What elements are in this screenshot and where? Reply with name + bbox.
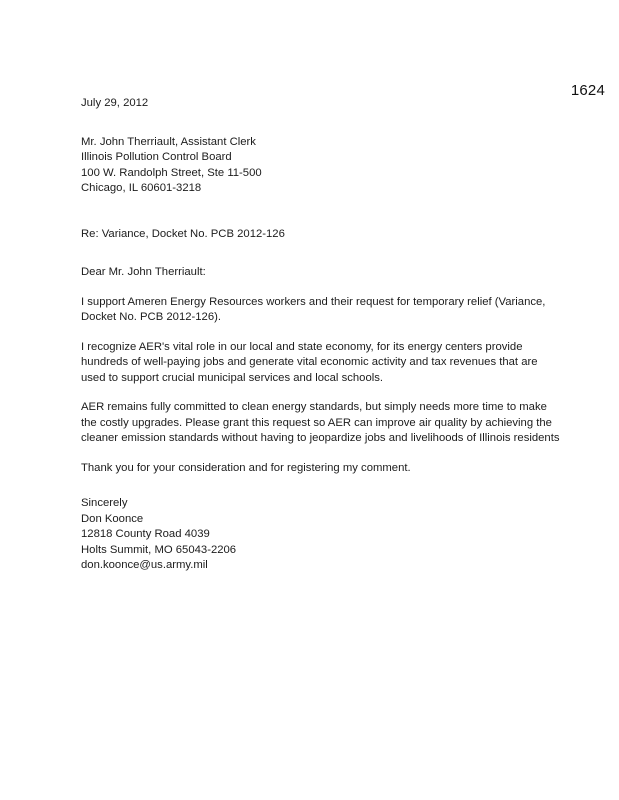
signature-street: 12818 County Road 4039 (81, 528, 210, 540)
salutation: Dear Mr. John Therriault: (81, 266, 206, 278)
paragraph-line: Thank you for your consideration and for registering my comment. (81, 461, 411, 474)
signature-name: Don Koonce (81, 512, 144, 525)
paragraph-line: AER remains fully committed to clean energy standards, but simply needs more time to make (81, 401, 547, 413)
recipient-line: Mr. John Therriault, Assistant Clerk (81, 135, 256, 148)
paragraph-line: I support Ameren Energy Resources workers and their request for temporary relief (Variance, (81, 295, 546, 308)
paragraph-line: I recognize AER's vital role in our local and state economy, for its energy centers provide (81, 340, 523, 353)
paragraph-line: Docket No. PCB 2012-126). (81, 311, 222, 323)
paragraph-line: cleaner emission standards without having to jeopardize jobs and livelihoods of Illinois residents (81, 432, 560, 444)
signature-city: Holts Summit, MO 65043-2206 (81, 543, 237, 556)
recipient-line: 100 W. Randolph Street, Ste 11-500 (81, 166, 262, 179)
page-number: 1624 (570, 82, 605, 99)
paragraph-line: used to support crucial municipal services and local schools. (81, 371, 384, 384)
paragraph (81, 295, 581, 326)
closing: Sincerely (81, 497, 128, 509)
signature-email: don.koonce@us.army.mil (81, 559, 208, 571)
recipient-line: Chicago, IL 60601-3218 (81, 182, 202, 194)
paragraph-line: hundreds of well-paying jobs and generate vital economic activity and tax revenues that are (81, 356, 538, 368)
closing-block (81, 496, 581, 574)
re-line: Re: Variance, Docket No. PCB 2012-126 (81, 227, 285, 240)
recipient-line: Illinois Pollution Control Board (81, 151, 232, 163)
paragraph (81, 461, 581, 477)
letter-body (81, 96, 581, 574)
letter-date: July 29, 2012 (81, 97, 149, 109)
paragraph-line: the costly upgrades. Please grant this request so AER can improve air quality by achieving the (81, 416, 552, 429)
recipient-address (81, 135, 581, 197)
paragraph (81, 340, 581, 387)
paragraph (81, 400, 581, 447)
